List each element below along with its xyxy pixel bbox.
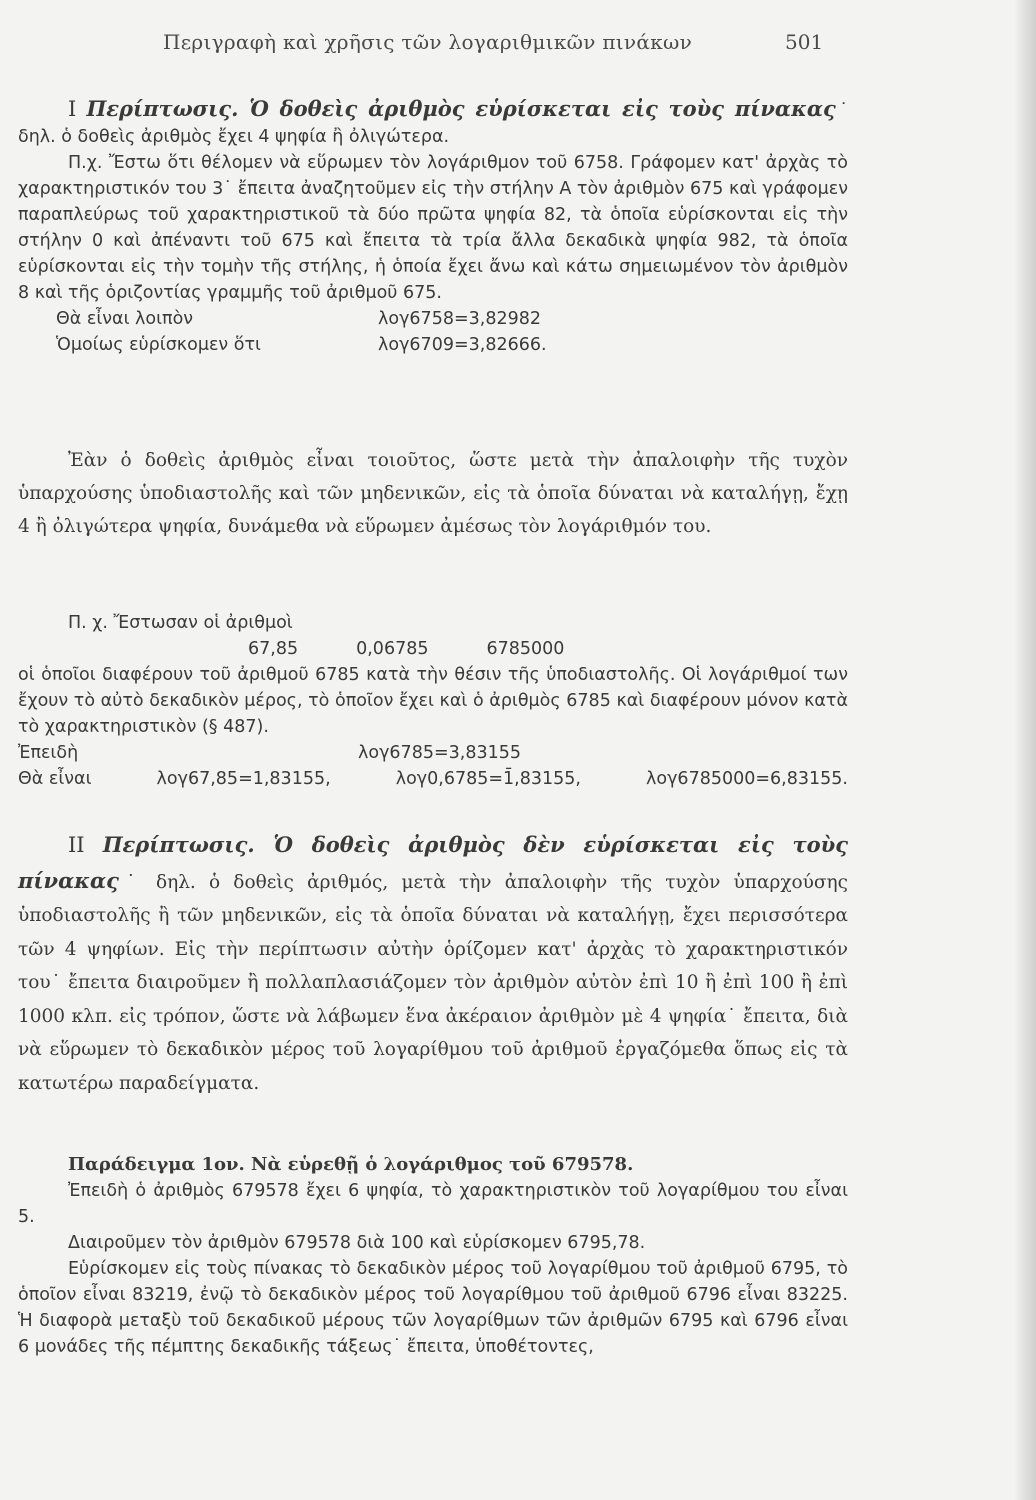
running-header: [0, 30, 1036, 60]
example-three-section: [18, 1152, 848, 1360]
example-paragraph: Π.χ. Ἔστω ὅτι θέλομεν νὰ εὕρωμεν τὸν λογάριθμον τοῦ 6758. Γράφομεν κατ' ἀρχὰς τὸ χαρακτηριστικόν του 3˙ ἔπειτα ἀναζητοῦμεν εἰς τὴν στήλην Α τὸν ἀριθμὸν 675 καὶ γράφομεν παραπλεύρως τοῦ χαρακτηριστικοῦ τὰ δύο πρῶτα ψηφία 82, τὰ ὁποῖα εὑρίσκονται εἰς τὴν στήλην 0 καὶ ἀπέναντι τοῦ 675 καὶ ἔπειτα τὰ τρία ἄλλα δεκαδικὰ ψηφία 982, τὰ ὁποῖα εὑρίσκονται εἰς τὴν τομὴν τῆς στήλης, ἡ ὁποία ἔχει ἄνω καὶ κάτω σημειωμένον τὸν ἀριθμὸν 8 καὶ τῆς ὁριζοντίας γραμμῆς τοῦ ἀριθμοῦ 675.: [18, 153, 848, 303]
case-one-section: [18, 96, 848, 358]
since-value: λογ6785=3,83155: [358, 743, 521, 763]
example-title: Παράδειγμα 1ον. Νὰ εὑρεθῇ ὁ λογάριθμος τοῦ 679578.: [68, 1154, 634, 1175]
therefore-label: Θὰ εἶναι: [18, 769, 92, 789]
example-intro: Π. χ. Ἔστωσαν οἱ ἀριθμοὶ: [68, 613, 293, 633]
number-list: [18, 636, 848, 662]
case-two-paragraph: [18, 828, 848, 1100]
rule-paragraph: [18, 444, 848, 543]
case-numeral: II: [68, 833, 85, 857]
result-label: Θὰ εἶναι λοιπὸν: [56, 309, 194, 329]
log-value: λογ0,6785=1̄,83155,: [395, 769, 581, 789]
number-item: 0,06785: [356, 639, 429, 659]
page-number: 501: [785, 30, 824, 54]
example-paragraph: Διαιροῦμεν τὸν ἀριθμὸν 679578 διὰ 100 καὶ εὑρίσκομεν 6795,78.: [68, 1233, 646, 1253]
case-tail: ˙ δηλ. ὁ δοθεὶς ἀριθμός, μετὰ τὴν ἀπαλοιφὴν τῆς τυχὸν ὑπαρχούσης ὑποδιαστολῆς ἢ τῶν μηδενικῶν, εἰς τὰ ὁποῖα δύναται νὰ καταλήγῃ, ἔχει περισσότερα τῶν 4 ψηφίων. Εἰς τὴν περίπτωσιν αὐτὴν ὁρίζομεν κατ' ἀρχὰς τὸ χαρακτηριστικόν του˙ ἔπειτα διαιροῦμεν ἢ πολλαπλασιάζομεν τὸν ἀριθμὸν αὐτὸν ἐπὶ 10 ἢ ἐπὶ 100 ἢ ἐπὶ 1000 κλπ. εἰς τρόπον, ὥστε νὰ λάβωμεν ἕνα ἀκέραιον ἀριθμὸν μὲ 4 ψηφία˙ ἔπειτα, διὰ νὰ εὕρωμεν τὸ δεκαδικὸν μέρος τοῦ λογαρίθμου τοῦ ἀριθμοῦ ἐργαζόμεθα ὅπως εἰς τὰ κατωτέρω παραδείγματα.: [18, 871, 848, 1094]
running-title: Περιγραφὴ καὶ χρῆσις τῶν λογαριθμικῶν πινάκων: [163, 30, 693, 54]
case-tail: ˙ δηλ. ὁ δοθεὶς ἀριθμὸς ἔχει 4 ψηφία ἢ ὀλιγώτερα.: [18, 101, 848, 147]
case-numeral: I: [68, 97, 77, 121]
log-value: λογ67,85=1,83155,: [156, 769, 331, 789]
result-line: [18, 306, 848, 332]
case-two-section: [18, 828, 848, 1100]
case-title: Περίπτωσις. Ὁ δοθεὶς ἀριθμὸς εὑρίσκεται εἰς τοὺς πίνακας: [86, 96, 836, 121]
example-paragraph: Ἐπειδὴ ὁ ἀριθμὸς 679578 ἔχει 6 ψηφία, τὸ χαρακτηριστικὸν τοῦ λογαρίθμου του εἶναι 5.: [18, 1181, 848, 1227]
example-paragraph: Εὑρίσκομεν εἰς τοὺς πίνακας τὸ δεκαδικὸν μέρος τοῦ λογαρίθμου τοῦ ἀριθμοῦ 6795, τὸ ὁποῖον εἶναι 83219, ἐνῷ τὸ δεκαδικὸν μέρος τοῦ λογαρίθμου τοῦ ἀριθμοῦ 6796 εἶναι 83225. Ἡ διαφορὰ μεταξὺ τοῦ δεκαδικοῦ μέρους τῶν λογαρίθμων τῶν ἀριθμῶν 6795 καὶ 6796 εἶναι 6 μονάδες τῆς πέμπτης δεκαδικῆς τάξεως˙ ἔπειτα, ὑποθέτοντες,: [18, 1259, 848, 1357]
number-item: 67,85: [248, 639, 299, 659]
result-value: λογ6709=3,82666.: [378, 335, 547, 355]
log-value: λογ6785000=6,83155.: [646, 769, 848, 789]
example-two-section: [18, 610, 848, 792]
result-value: λογ6758=3,82982: [378, 309, 541, 329]
example-paragraph: οἱ ὁποῖοι διαφέρουν τοῦ ἀριθμοῦ 6785 κατὰ τὴν θέσιν τῆς ὑποδιαστολῆς. Οἱ λογάριθμοί των ἔχουν τὸ αὐτὸ δεκαδικὸν μέρος, τὸ ὁποῖον ἔχει καὶ ὁ ἀριθμὸς 6785 καὶ διαφέρουν μόνον κατὰ τὸ χαρακτηριστικὸν (§ 487).: [18, 665, 848, 737]
result-line: [18, 332, 848, 358]
since-label: Ἐπειδὴ: [18, 743, 79, 763]
case-one-heading: [18, 96, 848, 150]
number-item: 6785000: [486, 639, 565, 659]
logs-line: [18, 766, 848, 792]
page-edge-shadow: [1014, 0, 1036, 1500]
result-label: Ὁμοίως εὑρίσκομεν ὅτι: [56, 335, 261, 355]
rule-text: Ἐὰν ὁ δοθεὶς ἀριθμὸς εἶναι τοιοῦτος, ὥστε μετὰ τὴν ἀπαλοιφὴν τῆς τυχὸν ὑπαρχούσης ὑποδιαστολῆς καὶ τῶν μηδενικῶν, εἰς τὰ ὁποῖα δύναται νὰ καταλήγῃ, ἔχῃ 4 ἢ ὀλιγώτερα ψηφία, δυνάμεθα νὰ εὕρωμεν ἀμέσως τὸν λογάριθμόν του.: [18, 450, 848, 537]
case-title: Περίπτωσις. Ὁ δοθεὶς ἀριθμὸς δὲν εὑρίσκεται εἰς τοὺς πίνακας: [18, 832, 848, 893]
since-line: [18, 740, 848, 766]
